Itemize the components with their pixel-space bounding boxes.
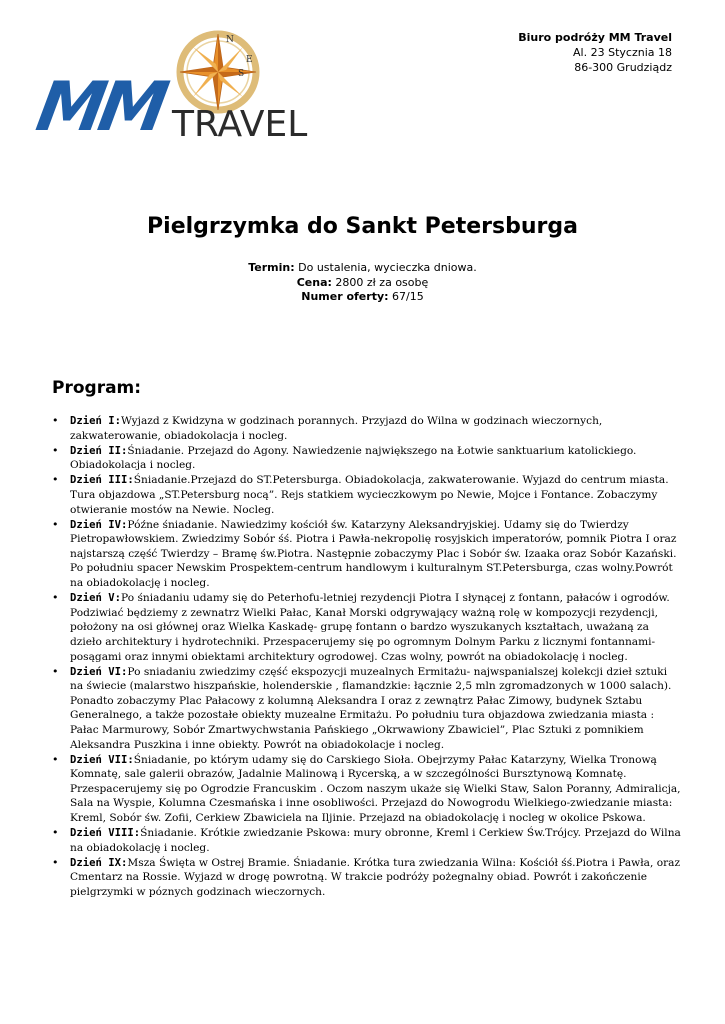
offer-number-label: Numer oferty: [301,290,389,303]
price-line [0,276,725,291]
logo-travel-text: TRAVEL [172,104,308,145]
day-label: Dzień IX: [70,856,128,869]
day-text: Msza Święta w Ostrej Bramie. Śniadanie. Krótka tura zwiedzania Wilna: Kościół śś.Piotra i Pawła, oraz Cmentarz na Rossie. Wyjazd w drogę powrotną. W trakcie podróży pożegnalny obiad. Powrót i zakończenie pielgrzymki w póznych godzinach wieczornych. [70,856,681,898]
day-item-2 [60,444,682,473]
day-label: Dzień V: [70,592,122,605]
day-text: Śniadanie, po którym udamy się do Carskiego Sioła. Obejrzymy Pałac Katarzyny, Wielka Tronową Komnatę, sale galerii obrazów, Jadalnie Malinową i Rycerską, a w szczególności Bursztynową Komnatę. Przespacerujemy się po Ogrodzie Francuskim . Oczom naszym ukaże się Wielki Staw, Salon Poranny, Admiralicja, Sala na Wyspie, Kolumna Czesmańska i inne osobliwości. Przejazd do Nowogrodu Wielkiego-zwiedzanie miasta: Kreml, Sobór św. Zofii, Cerkiew Zbawiciela na Iljinie. Przejazd na obiadokolację i nocleg w okolice Pskowa. [70,753,681,825]
compass-letter-e: E [246,55,253,65]
mm-travel-logo [31,28,308,147]
day-text: Po śniadaniu udamy się do Peterhofu-letniej rezydencji Piotra I słynącej z fontann, pałaców i ogrodów. Podziwiać będziemy z zewnatrz Wielki Pałac, Kanał Morski odgrywający ważną rolę w kompozycji rezydencji, położony na osi głównej oraz Wielka Kaskadę- grupę fontann o bardzo wyszukanych kształtach, uważaną za dzieło architektury i hydrotechniki. Przespacerujemy się po ogromnym Dolnym Parku z licznymi fontannami-posągami oraz innymi obiektami architektury ogrodowej. Czas wolny, powrót na obiadokolację i nocleg. [70,592,670,663]
agency-info [518,30,672,75]
price-value: 2800 zł za osobę [335,275,429,289]
day-label: Dzień VI: [70,665,128,678]
day-text: Wyjazd z Kwidzyna w godzinach porannych. Przyjazd do Wilna w godzinach wieczornych, zakwaterowanie, obiadokolacja i nocleg. [70,415,603,442]
agency-name: Biuro podróży MM Travel [518,31,672,44]
term-line [0,261,725,276]
day-item-6 [60,665,682,753]
day-label: Dzień I: [70,415,122,427]
day-text: Śniadanie. Przejazd do Agony. Nawiedzenie największego na Łotwie sanktuarium katolickiego. Obiadokolacja i nocleg. [70,444,637,472]
logo-graphic [31,28,308,147]
day-label: Dzień VIII: [70,827,141,840]
page-title: Pielgrzymka do Sankt Petersburga [147,214,578,239]
logo-mm-text: MM [31,67,169,147]
day-item-4 [60,518,682,591]
day-item-1 [60,414,682,443]
offer-number-line [0,290,725,305]
program-day-list [52,414,682,900]
agency-address-line2: 86-300 Grudziądz [574,61,672,74]
day-text: Śniadanie.Przejazd do ST.Petersburga. Obiadokolacja, zakwaterowanie. Wyjazd do centrum miasta. Tura objazdowa „ST.Petersburg nocą”. Rejs statkiem wycieczkowym po Newie, Mojce i Fontance. Zobaczymy otwieranie mostów na Newie. Nocleg. [70,474,669,516]
day-item-9 [60,856,682,900]
day-label: Dzień IV: [70,518,128,531]
compass-letter-s: S [238,69,245,79]
price-label: Cena: [296,275,332,289]
offer-number-value: 67/15 [392,290,424,303]
day-label: Dzień II: [70,444,128,457]
term-label: Termin: [248,261,295,274]
term-value: Do ustalenia, wycieczka dniowa. [298,261,477,274]
day-label: Dzień III: [70,474,134,487]
day-item-8 [60,826,682,855]
compass-letter-n: N [226,35,234,45]
day-item-3 [60,473,682,517]
offer-meta [0,261,725,305]
day-text: Śniadanie. Krótkie zwiedzanie Pskowa: mury obronne, Kreml i Cerkiew Św.Trójcy. Przejazd do Wilna na obiadokolację i nocleg. [70,827,681,854]
day-item-5 [60,591,682,664]
day-item-7 [60,753,682,826]
program-heading: Program: [52,378,142,398]
day-text: Po sniadaniu zwiedzimy część ekspozycji muzealnych Ermitażu- najwspanialszej kolekcji dzieł sztuki na świecie (malarstwo hiszpańskie, holenderskie , flamandzkie: łącznie 2,5 mln zgromadzonych w 1000 salach). Ponadto zobaczymy Plac Pałacowy z kolumną Aleksandra I oraz z zewnątrz Pałac Zimowy, budynek Sztabu Generalnego, a także pozostałe obiekty muzealne Ermitażu. Po południu tura objazdowa zwiedzania miasta : Pałac Marmurowy, Sobór Zmartwychwstania Pańskiego „Okrwawiony Zbawiciel”, Plac Sztuki z pomnikiem Aleksandra Puszkina i inne obiekty. Powrót na obiadokolacje i nocleg. [70,665,672,751]
day-label: Dzień VII: [70,753,134,766]
day-text: Późne śniadanie. Nawiedzimy kościół św. Katarzyny Aleksandryjskiej. Udamy się do Twierdzy Pietropawłowskiem. Zwiedzimy Sobór śś. Piotra i Pawła-nekropolię rosyjskich imperatorów, pomnik Piotra I oraz najstarszą część Twierdzy – Bramę św.Piotra. Następnie zobaczymy Plac i Sobór św. Izaaka oraz Sobór Kazański. Po południu spacer Newskim Prospektem-centrum handlowym i kulturalnym ST.Petersburga, czas wolny.Powrót na obiadokolację i nocleg. [70,518,677,590]
agency-address-line1: Al. 23 Stycznia 18 [573,46,672,59]
